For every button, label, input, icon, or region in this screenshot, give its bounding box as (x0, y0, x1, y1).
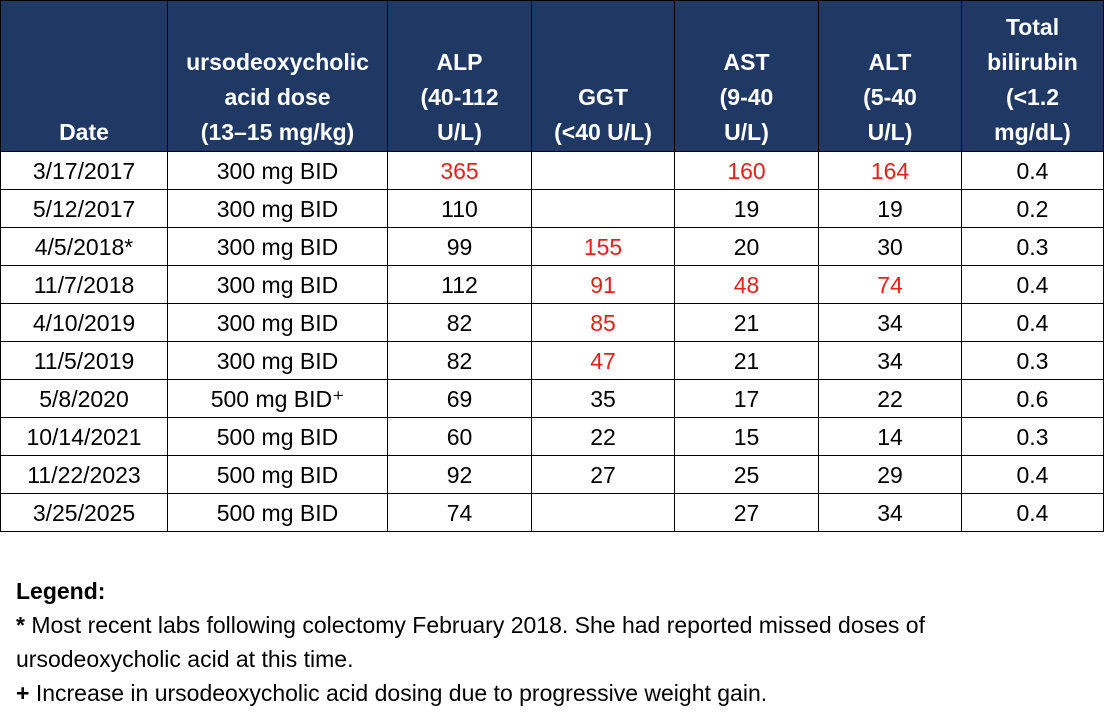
cell-date: 5/8/2020 (1, 380, 168, 418)
cell-ast: 27 (675, 494, 819, 532)
cell-date: 10/14/2021 (1, 418, 168, 456)
cell-alp: 74 (388, 494, 532, 532)
column-header-line: (<40 U/L) (554, 119, 652, 145)
cell-alt: 164 (819, 152, 962, 190)
cell-dose: 300 mg BID (168, 304, 388, 342)
column-header-ast (675, 1, 819, 152)
cell-alt: 29 (819, 456, 962, 494)
column-header-line: (5-40 (863, 84, 917, 110)
legend-note-text: Increase in ursodeoxycholic acid dosing due to progressive weight gain. (29, 680, 768, 706)
cell-ast: 25 (675, 456, 819, 494)
table-row (1, 494, 1104, 532)
cell-ast: 21 (675, 342, 819, 380)
table-row (1, 228, 1104, 266)
column-header-ggt (532, 1, 675, 152)
cell-ast: 15 (675, 418, 819, 456)
cell-ast: 160 (675, 152, 819, 190)
column-header-alt (819, 1, 962, 152)
cell-ast: 19 (675, 190, 819, 228)
column-header-alp (388, 1, 532, 152)
cell-tbili: 0.4 (962, 494, 1104, 532)
cell-ggt (532, 190, 675, 228)
cell-alp: 365 (388, 152, 532, 190)
column-header-line: (40-112 (420, 84, 499, 110)
cell-ggt: 155 (532, 228, 675, 266)
cell-date: 3/17/2017 (1, 152, 168, 190)
legend-note-mark: + (16, 680, 30, 706)
cell-tbili: 0.6 (962, 380, 1104, 418)
table-row (1, 456, 1104, 494)
cell-alt: 34 (819, 494, 962, 532)
cell-dose: 500 mg BID (168, 418, 388, 456)
cell-ast: 21 (675, 304, 819, 342)
cell-alp: 112 (388, 266, 532, 304)
cell-alt: 34 (819, 342, 962, 380)
column-header-line: ALT (868, 49, 912, 75)
column-header-line: Date (59, 119, 109, 145)
column-header-line: (9-40 (719, 84, 774, 110)
cell-tbili: 0.4 (962, 152, 1104, 190)
column-header-line: ursodeoxycholic (186, 49, 369, 75)
cell-dose: 500 mg BID (168, 494, 388, 532)
column-header-tbili (962, 1, 1104, 152)
cell-ast: 48 (675, 266, 819, 304)
column-header-line: (13–15 mg/kg) (200, 119, 355, 145)
cell-date: 4/5/2018* (1, 228, 168, 266)
column-header-line: U/L) (867, 119, 913, 145)
cell-alt: 22 (819, 380, 962, 418)
cell-dose: 300 mg BID (168, 342, 388, 380)
cell-date: 11/22/2023 (1, 456, 168, 494)
cell-ggt: 47 (532, 342, 675, 380)
table-row (1, 304, 1104, 342)
column-header-line: (<1.2 (1005, 84, 1060, 110)
cell-date: 4/10/2019 (1, 304, 168, 342)
cell-ggt: 85 (532, 304, 675, 342)
header-row (1, 1, 1104, 152)
cell-tbili: 0.4 (962, 456, 1104, 494)
legend-note-mark: * (16, 612, 25, 638)
table-row (1, 380, 1104, 418)
column-header-line: ALP (436, 49, 483, 75)
table-row (1, 342, 1104, 380)
column-header-line: Total (1005, 14, 1060, 40)
cell-dose: 300 mg BID (168, 266, 388, 304)
cell-dose: 500 mg BID⁺ (168, 380, 388, 418)
legend-note-text: Most recent labs following colectomy February 2018. She had reported missed doses of ursodeoxycholic acid at this time. (16, 612, 925, 672)
cell-alt: 14 (819, 418, 962, 456)
cell-alt: 30 (819, 228, 962, 266)
cell-alp: 99 (388, 228, 532, 266)
table-row (1, 152, 1104, 190)
cell-ast: 20 (675, 228, 819, 266)
cell-ast: 17 (675, 380, 819, 418)
cell-alt: 74 (819, 266, 962, 304)
cell-alt: 34 (819, 304, 962, 342)
column-header-dose (168, 1, 388, 152)
cell-alp: 110 (388, 190, 532, 228)
cell-alp: 60 (388, 418, 532, 456)
table-body (1, 152, 1104, 532)
legend-title: Legend: (16, 578, 106, 604)
cell-tbili: 0.2 (962, 190, 1104, 228)
cell-dose: 300 mg BID (168, 228, 388, 266)
table-row (1, 190, 1104, 228)
column-header-line: acid dose (224, 84, 331, 110)
cell-ggt: 35 (532, 380, 675, 418)
cell-alp: 69 (388, 380, 532, 418)
cell-date: 11/7/2018 (1, 266, 168, 304)
cell-alp: 92 (388, 456, 532, 494)
cell-ggt (532, 152, 675, 190)
cell-dose: 300 mg BID (168, 152, 388, 190)
column-header-line: AST (723, 49, 770, 75)
legend-note-asterisk (16, 608, 1096, 676)
cell-tbili: 0.3 (962, 228, 1104, 266)
column-header-line: bilirubin (987, 49, 1078, 75)
cell-alp: 82 (388, 304, 532, 342)
cell-alp: 82 (388, 342, 532, 380)
column-header-line: mg/dL) (994, 119, 1071, 145)
cell-ggt: 27 (532, 456, 675, 494)
cell-tbili: 0.3 (962, 418, 1104, 456)
table-row (1, 418, 1104, 456)
cell-ggt (532, 494, 675, 532)
cell-date: 11/5/2019 (1, 342, 168, 380)
cell-date: 3/25/2025 (1, 494, 168, 532)
cell-dose: 500 mg BID (168, 456, 388, 494)
table-header (1, 1, 1104, 152)
cell-alt: 19 (819, 190, 962, 228)
legend (16, 574, 1096, 710)
cell-dose: 300 mg BID (168, 190, 388, 228)
column-header-line: GGT (578, 84, 628, 110)
cell-ggt: 22 (532, 418, 675, 456)
cell-tbili: 0.4 (962, 266, 1104, 304)
column-header-line: U/L) (437, 119, 482, 145)
cell-ggt: 91 (532, 266, 675, 304)
legend-note-plus (16, 676, 1096, 710)
cell-tbili: 0.4 (962, 304, 1104, 342)
table-row (1, 266, 1104, 304)
cell-tbili: 0.3 (962, 342, 1104, 380)
cell-date: 5/12/2017 (1, 190, 168, 228)
column-header-line: U/L) (724, 119, 769, 145)
column-header-date (1, 1, 168, 152)
